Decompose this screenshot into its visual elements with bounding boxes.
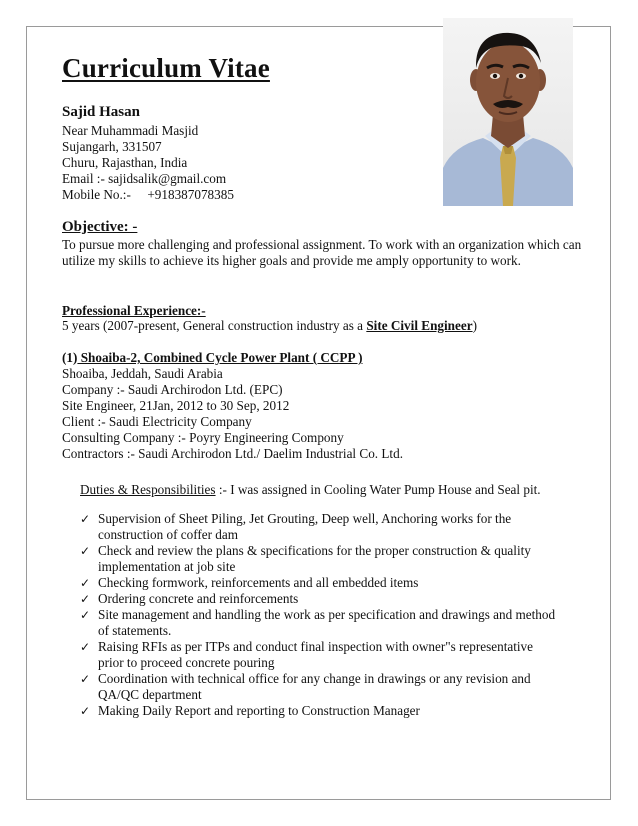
- list-item: [80, 703, 610, 719]
- list-item-text: Check and review the plans & specifications for the proper construction & quality: [98, 543, 531, 558]
- list-item-text: Supervision of Sheet Piling, Jet Grouting, Deep well, Anchoring works for the: [98, 511, 512, 526]
- objective-body: To pursue more challenging and professional assignment. To work with an organization which can utilize my skills to achieve its higher goals and provide me amply opportunity to work.: [62, 237, 582, 268]
- profile-photo-portrait: [443, 18, 573, 206]
- list-item-text: Raising RFIs as per ITPs and conduct final inspection with owner"s representative: [98, 639, 533, 654]
- experience-summary: [62, 318, 477, 334]
- list-item-text: of statements.: [98, 623, 172, 638]
- duties-label: Duties & Responsibilities: [80, 482, 216, 497]
- list-item-text: QA/QC department: [98, 687, 202, 702]
- duties-list: [80, 511, 610, 719]
- experience-heading: Professional Experience:-: [62, 303, 206, 318]
- checkmark-icon: ✓: [80, 512, 91, 526]
- project-location: Shoaiba, Jeddah, Saudi Arabia: [62, 366, 223, 381]
- checkmark-icon: ✓: [80, 544, 91, 558]
- list-item-text: Checking formwork, reinforcements and all embedded items: [98, 575, 419, 590]
- contact-block: [62, 123, 234, 203]
- list-item-text: Site management and handling the work as per specification and drawings and method: [98, 607, 556, 622]
- list-item: [80, 575, 610, 591]
- project-position: Site Engineer, 21Jan, 2012 to 30 Sep, 2012: [62, 398, 290, 413]
- checkmark-icon: ✓: [80, 592, 91, 606]
- experience-role: Site Civil Engineer: [366, 318, 473, 333]
- candidate-name: Sajid Hasan: [62, 104, 140, 120]
- list-item-text: implementation at job site: [98, 559, 236, 574]
- checkmark-icon: ✓: [80, 704, 91, 718]
- list-item: [80, 591, 610, 607]
- duties-intro: [80, 482, 541, 498]
- project-details: [62, 366, 403, 462]
- list-item: [80, 671, 610, 703]
- project-heading: [62, 350, 363, 366]
- list-item-text: Ordering concrete and reinforcements: [98, 591, 299, 606]
- list-item: [80, 639, 610, 671]
- checkmark-icon: ✓: [80, 640, 91, 654]
- experience-prefix: 5 years (2007-present, General construction industry as a: [62, 318, 367, 333]
- list-item-text: construction of coffer dam: [98, 527, 239, 542]
- address-line-2: Sujangarh, 331507: [62, 139, 162, 154]
- list-item-text: Coordination with technical office for any change in drawings or any revision and: [98, 671, 531, 686]
- project-client: Client :- Saudi Electricity Company: [62, 414, 252, 429]
- checkmark-icon: ✓: [80, 672, 91, 686]
- duties-text: :- I was assigned in Cooling Water Pump House and Seal pit.: [215, 482, 541, 497]
- project-name: Shoaiba-2, Combined Cycle Power Plant ( CCPP ): [77, 350, 363, 365]
- address-line-1: Near Muhammadi Masjid: [62, 123, 199, 138]
- list-item-text: prior to proceed concrete pouring: [98, 655, 275, 670]
- profile-photo: [443, 18, 573, 206]
- checkmark-icon: ✓: [80, 608, 91, 622]
- objective-heading: Objective: -: [62, 219, 138, 235]
- list-item: [80, 543, 610, 575]
- cv-title: Curriculum Vitae: [62, 53, 270, 83]
- email-line: Email :- sajidsalik@gmail.com: [62, 171, 227, 186]
- project-company: Company :- Saudi Archirodon Ltd. (EPC): [62, 382, 283, 397]
- checkmark-icon: ✓: [80, 576, 91, 590]
- list-item: [80, 511, 610, 543]
- list-item: [80, 607, 610, 639]
- project-consultant: Consulting Company :- Poyry Engineering Compony: [62, 430, 344, 445]
- project-contractors: Contractors :- Saudi Archirodon Ltd./ Daelim Industrial Co. Ltd.: [62, 446, 403, 461]
- experience-suffix: ): [472, 318, 477, 333]
- list-item-text: Making Daily Report and reporting to Construction Manager: [98, 703, 420, 718]
- mobile-line: Mobile No.:- +918387078385: [62, 187, 234, 202]
- project-number: (1): [62, 350, 78, 365]
- address-line-3: Churu, Rajasthan, India: [62, 155, 188, 170]
